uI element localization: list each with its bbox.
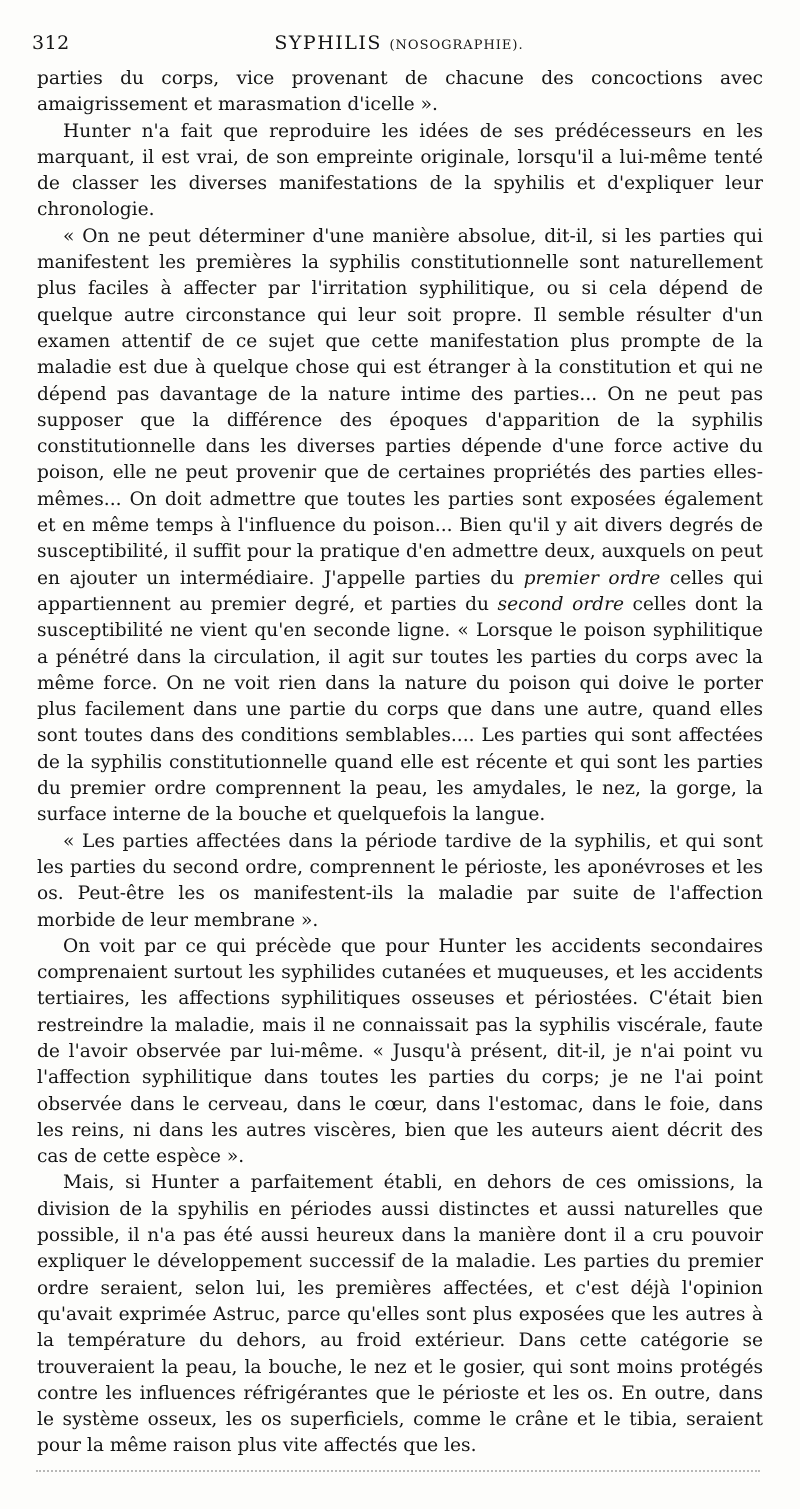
running-header (32, 30, 766, 56)
italic-term: premier ordre (523, 567, 661, 589)
running-title-sub: (NOSOGRAPHIE). (389, 38, 524, 53)
paragraph (37, 934, 763, 1171)
text-run: celles dont la susceptibilité ne vient qu'en seconde ligne. « Lorsque le poison syphilitique a pénétré dans la circulation, il agit sur toutes les parties du corps avec la même force. On ne voit rien dans la nature du poison qui doive le porter plus facilement dans une partie du corps que dans une autre, quand elles sont toutes dans des conditions semblables.... Les parties qui sont affectées de la syphilis constitutionnelle quand elle est récente et qui sont les parties du premier ordre comprennent la peau, les amydales, le nez, la gorge, la surface interne de la bouche et quelquefois la langue. (37, 593, 763, 826)
italic-term: second ordre (497, 593, 624, 615)
text-run: Hunter n'a fait que reproduire les idées de ses prédécesseurs en les marquant, il est vrai, de son empreinte originale, lorsqu'il a lui-même tenté de classer les diverses manifestations de la spyhilis et d'expliquer leur chronologie. (37, 120, 763, 221)
paragraph (37, 224, 763, 829)
bottom-dotted-rule (36, 1470, 760, 1472)
paragraph (37, 829, 763, 934)
paragraph (37, 1170, 763, 1459)
text-run: parties du corps, vice provenant de chacune des concoctions avec amaigrissement et marasmation d'icelle ». (37, 68, 763, 116)
running-title-main: SYPHILIS (274, 32, 382, 54)
text-run: celles qui appartiennent au premier degré, et parties du (37, 567, 763, 615)
text-run: Mais, si Hunter a parfaitement établi, en dehors de ces omissions, la division de la spyhilis en périodes aussi distinctes et aussi naturelles que possible, il n'a pas été aussi heureux dans la manière dont il a cru pouvoir expliquer le développement successif de la maladie. Les parties du premier ordre seraient, selon lui, les premières affectées, et c'est déjà l'opinion qu'avait exprimée Astruc, parce qu'elles sont plus exposées que les autres à la température du dehors, au froid extérieur. Dans cette catégorie se trouveraient la peau, la bouche, le nez et le gosier, qui sont moins protégés contre les influences réfrigérantes que le périoste et les os. En outre, dans le système osseux, les os superficiels, comme le crâne et le tibia, seraient pour la même raison plus vite affectés que les. (37, 1172, 763, 1457)
text-run: « On ne peut déterminer d'une manière absolue, dit-il, si les parties qui manifestent les premières la syphilis constitutionnelle sont naturellement plus faciles à affecter par l'irritation syphilitique, ou si cela dépend de quelque autre circonstance qui leur soit propre. Il semble résulter d'un examen attentif de ce sujet que cette manifestation plus prompte de la maladie est due à quelque chose qui est étranger à la constitution et qui ne dépend pas davantage de la nature intime des parties... On ne peut pas supposer que la différence des époques d'apparition de la syphilis constitutionnelle dans les diverses parties dépende d'une force active du poison, elle ne peut provenir que de certaines propriétés des parties elles-mêmes... On doit admettre que toutes les parties sont exposées également et en même temps à l'influence du poison... Bien qu'il y ait divers degrés de susceptibilité, il suffit pour la pratique d'en admettre deux, auxquels on peut en ajouter un intermédiaire. J'appelle parties du (37, 225, 763, 589)
paragraph (37, 119, 763, 224)
running-title (32, 30, 766, 59)
page-number: 312 (32, 32, 70, 54)
text-run: « Les parties affectées dans la période tardive de la syphilis, et qui sont les parties du second ordre, comprennent le périoste, les aponévroses et les os. Peut-être les os manifestent-ils la maladie par suite de l'affection morbide de leur membrane ». (37, 830, 763, 931)
text-run: On voit par ce qui précède que pour Hunter les accidents secondaires comprenaient surtout les syphilides cutanées et muqueuses, et les accidents tertiaires, les affections syphilitiques osseuses et périostées. C'était bien restreindre la maladie, mais il ne connaissait pas la syphilis viscérale, faute de l'avoir observée par lui-même. « Jusqu'à présent, dit-il, je n'ai point vu l'affection syphilitique dans toutes les parties du corps; je ne l'ai point observée dans le cerveau, dans le cœur, dans l'estomac, dans le foie, dans les reins, ni dans les autres viscères, bien que les auteurs aient décrit des cas de cette espèce ». (37, 935, 763, 1168)
paragraph (37, 66, 763, 119)
body-text (37, 66, 763, 1460)
